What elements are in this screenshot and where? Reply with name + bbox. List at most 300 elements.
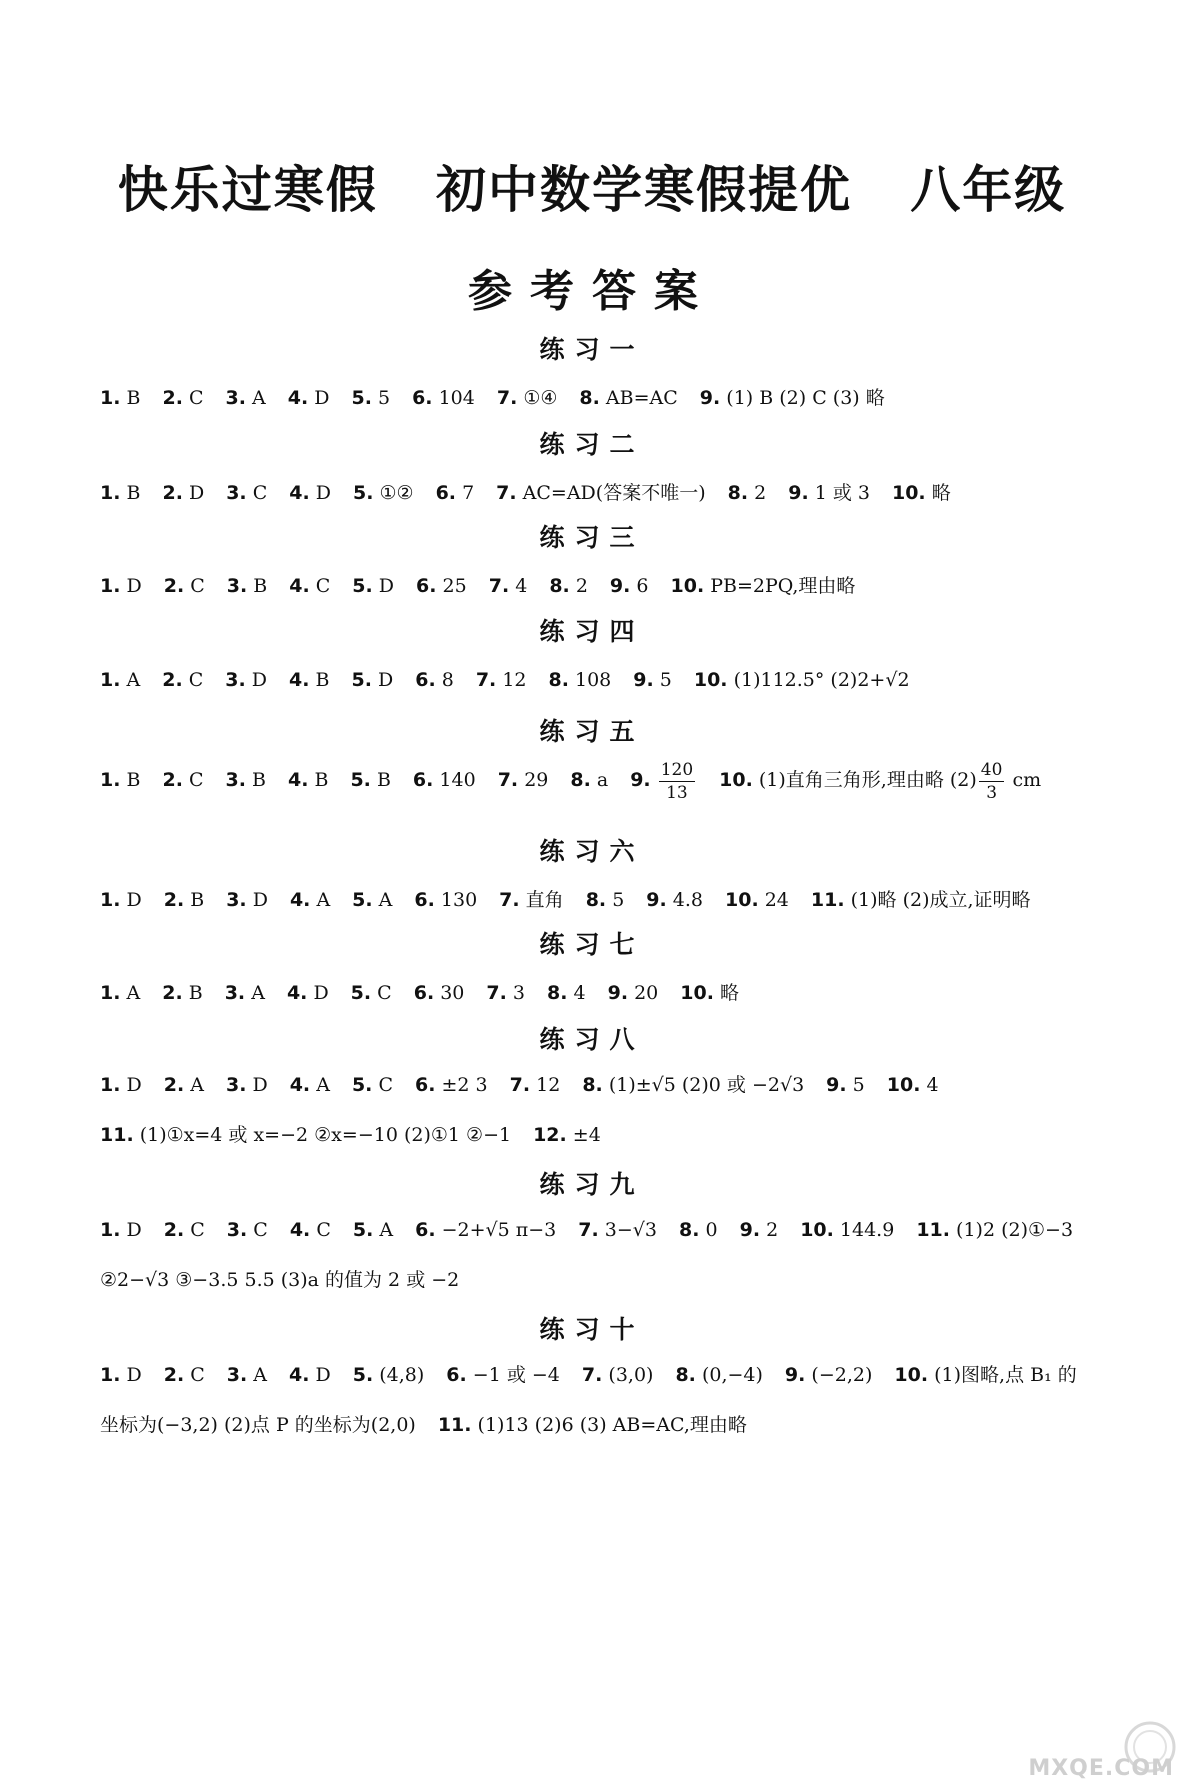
answer-item xyxy=(226,465,267,521)
section-title: 练习六 xyxy=(539,837,645,866)
answer-text: 略 xyxy=(931,482,951,504)
answer-text: PB=2PQ,理由略 xyxy=(710,575,856,597)
answer-item xyxy=(226,752,266,808)
answer-text: A xyxy=(251,982,265,1004)
answer-item xyxy=(162,465,204,521)
question-number: 6. xyxy=(412,769,434,791)
section-title: 练习二 xyxy=(539,430,645,459)
answer-item xyxy=(497,370,558,426)
question-number: 4. xyxy=(287,769,309,791)
answer-item xyxy=(351,370,390,426)
answer-item xyxy=(287,965,329,1021)
answer-item xyxy=(680,965,739,1021)
question-number: 4. xyxy=(289,482,310,504)
answer-text: A xyxy=(316,889,331,911)
answer-item xyxy=(476,652,527,708)
answer-item xyxy=(498,752,549,808)
answer-text: −1 或 −4 xyxy=(472,1364,560,1386)
question-number: 8. xyxy=(548,669,569,691)
answer-text: 2 xyxy=(754,482,767,504)
answer-text: A xyxy=(316,1074,330,1096)
answer-text: D xyxy=(126,1074,142,1096)
question-number: 2. xyxy=(163,889,185,911)
answer-text: (1)112.5° (2)2+√2 xyxy=(733,669,910,691)
question-number: 4. xyxy=(286,982,308,1004)
question-number: 3. xyxy=(225,1074,247,1096)
question-number: 9. xyxy=(630,769,651,791)
answer-item xyxy=(416,558,467,614)
answer-section xyxy=(0,1310,1184,1450)
answer-text: C xyxy=(377,982,392,1004)
question-number: 8. xyxy=(570,769,591,791)
answer-item xyxy=(728,465,767,521)
answer-item xyxy=(289,652,329,708)
answer-text: 104 xyxy=(438,387,475,409)
answer-text: D xyxy=(252,889,268,911)
answer-item xyxy=(510,1060,561,1110)
answer-text: 24 xyxy=(764,889,789,911)
answer-text: D xyxy=(315,482,331,504)
answer-item xyxy=(290,872,330,928)
question-number: 7. xyxy=(578,1219,599,1241)
question-number: 11. xyxy=(916,1219,950,1241)
question-number: 8. xyxy=(679,1219,700,1241)
question-number: 1. xyxy=(100,889,121,911)
answer-text: D xyxy=(126,1364,142,1386)
answer-item xyxy=(533,1110,601,1160)
answer-text: ±2 3 xyxy=(441,1074,488,1096)
answer-text: 140 xyxy=(439,769,476,791)
question-number: 9. xyxy=(788,482,809,504)
answer-item xyxy=(436,465,475,521)
page-subtitle: 参考答案 xyxy=(468,266,716,317)
answer-text: C xyxy=(190,1364,205,1386)
answer-item xyxy=(438,1400,747,1450)
answer-item xyxy=(547,965,586,1021)
answer-text: A xyxy=(252,387,266,409)
question-number: 11. xyxy=(810,889,845,911)
answer-text: −2+√5 π−3 xyxy=(441,1219,557,1241)
answer-line xyxy=(100,1110,1184,1160)
question-number: 3. xyxy=(226,1364,248,1386)
answer-text: A xyxy=(253,1364,268,1386)
question-number: 10. xyxy=(891,482,926,504)
answer-item xyxy=(549,652,612,708)
question-number: 7. xyxy=(486,982,507,1004)
answer-text: 5 xyxy=(377,387,391,409)
question-number: 1. xyxy=(100,482,121,504)
answer-text: 25 xyxy=(442,575,467,597)
question-number: 7. xyxy=(509,1074,531,1096)
answer-item xyxy=(415,1205,556,1255)
answer-text: 5 xyxy=(852,1074,865,1096)
question-number: 1. xyxy=(100,387,121,409)
fraction-numerator: 40 xyxy=(980,759,1003,780)
answer-text: A xyxy=(126,669,141,691)
question-number: 12. xyxy=(533,1124,567,1146)
answer-text: 3−√3 xyxy=(604,1219,657,1241)
answer-text: 2 xyxy=(575,575,588,597)
answer-text: (1)图略,点 B₁ 的 xyxy=(934,1364,1077,1386)
question-number: 9. xyxy=(739,1219,761,1241)
answer-text: C xyxy=(188,669,204,691)
question-number: 5. xyxy=(350,982,372,1004)
answer-item xyxy=(489,558,528,614)
watermark xyxy=(1028,1715,1180,1785)
answer-text: D xyxy=(126,889,142,911)
answer-item xyxy=(100,872,142,928)
answer-text: 3 xyxy=(512,982,525,1004)
answer-item xyxy=(740,1205,779,1255)
answer-item xyxy=(289,465,331,521)
question-number: 9. xyxy=(699,387,721,409)
answer-text: 30 xyxy=(440,982,465,1004)
answer-item xyxy=(100,1205,142,1255)
question-number: 1. xyxy=(100,1364,121,1386)
question-number: 6. xyxy=(414,1074,436,1096)
answer-text: (1)略 (2)成立,证明略 xyxy=(850,889,1031,911)
answer-text: D xyxy=(377,669,394,691)
section-title: 练习七 xyxy=(539,930,645,959)
answer-item xyxy=(352,872,392,928)
answer-item xyxy=(352,558,394,614)
answer-item xyxy=(578,1205,657,1255)
answer-item xyxy=(352,1060,393,1110)
answer-item xyxy=(100,370,140,426)
question-number: 6. xyxy=(414,889,435,911)
question-number: 4. xyxy=(287,387,309,409)
answer-text: B xyxy=(126,769,141,791)
answer-item xyxy=(164,1205,205,1255)
question-number: 2. xyxy=(162,482,183,504)
answer-text: C xyxy=(190,1219,205,1241)
section-title: 练习五 xyxy=(539,717,645,746)
answer-text: B xyxy=(188,982,203,1004)
answer-item xyxy=(100,965,140,1021)
answer-section xyxy=(0,518,1184,614)
answer-item xyxy=(100,752,140,808)
answer-item xyxy=(100,1110,511,1160)
answer-text: C xyxy=(315,575,331,597)
answer-item xyxy=(225,652,267,708)
answer-item xyxy=(788,465,870,521)
answer-item xyxy=(826,1060,865,1110)
answer-item xyxy=(894,1350,1076,1400)
question-number: 5. xyxy=(352,482,374,504)
answer-item xyxy=(162,652,203,708)
question-number: 6. xyxy=(412,387,433,409)
answer-text: B xyxy=(314,769,329,791)
answer-item xyxy=(700,370,885,426)
answer-item xyxy=(350,752,390,808)
answer-item xyxy=(916,1205,1073,1255)
question-number: 1. xyxy=(100,982,121,1004)
answer-text: AC=AD(答案不唯一) xyxy=(522,482,706,504)
question-number: 6. xyxy=(435,482,457,504)
question-number: 3. xyxy=(225,387,246,409)
answer-text: D xyxy=(313,982,329,1004)
question-number: 9. xyxy=(609,575,631,597)
question-number: 9. xyxy=(646,889,667,911)
answer-text: ±4 xyxy=(572,1124,601,1146)
answer-item xyxy=(351,965,392,1021)
answer-text: (1) B (2) C (3) 略 xyxy=(726,387,885,409)
answer-section xyxy=(0,330,1184,426)
question-number: 3. xyxy=(226,482,247,504)
question-number: 10. xyxy=(886,1074,921,1096)
answer-line xyxy=(100,1205,1184,1255)
question-number: 8. xyxy=(727,482,749,504)
answer-item xyxy=(164,1060,204,1110)
answer-text: (3,0) xyxy=(608,1364,654,1386)
question-number: 2. xyxy=(163,575,185,597)
question-number: 1. xyxy=(100,769,121,791)
section-title: 练习三 xyxy=(539,523,645,552)
answer-item xyxy=(414,872,477,928)
answer-item xyxy=(892,465,951,521)
answer-line xyxy=(100,370,1184,426)
answer-text: 29 xyxy=(524,769,549,791)
answer-text: B xyxy=(253,575,268,597)
question-number: 10. xyxy=(725,889,759,911)
answer-text: D xyxy=(126,1219,142,1241)
answer-text: D xyxy=(378,575,395,597)
answer-item xyxy=(288,370,330,426)
answer-item xyxy=(679,1205,718,1255)
answer-item xyxy=(785,1350,872,1400)
question-number: 7. xyxy=(497,769,519,791)
question-number: 7. xyxy=(581,1364,603,1386)
answer-text: 4.8 xyxy=(672,889,703,911)
answer-item xyxy=(290,1205,331,1255)
question-number: 5. xyxy=(351,387,372,409)
answer-item xyxy=(582,1060,804,1110)
answer-line xyxy=(100,752,1184,808)
answer-text: ①④ xyxy=(523,387,558,409)
answer-item xyxy=(100,558,142,614)
answer-text: B xyxy=(252,769,266,791)
answer-item xyxy=(226,872,268,928)
question-number: 4. xyxy=(289,575,310,597)
question-number: 8. xyxy=(579,387,600,409)
answer-text: 130 xyxy=(440,889,478,911)
answer-line xyxy=(100,1350,1184,1400)
answer-text: C xyxy=(188,387,204,409)
section-title: 练习九 xyxy=(539,1170,645,1199)
answer-line xyxy=(100,652,1184,708)
answer-section xyxy=(0,712,1184,808)
answer-item xyxy=(719,752,1041,808)
answer-item xyxy=(671,558,856,614)
answer-text: B xyxy=(315,669,330,691)
answer-item xyxy=(725,872,789,928)
answer-text: C xyxy=(190,575,205,597)
answer-text: C xyxy=(253,1219,268,1241)
question-number: 5. xyxy=(352,889,373,911)
answer-item xyxy=(227,1350,267,1400)
question-number: 5. xyxy=(350,769,371,791)
answer-item xyxy=(100,465,140,521)
answer-item xyxy=(415,1060,488,1110)
answer-item xyxy=(162,752,203,808)
question-number: 4. xyxy=(289,1074,311,1096)
answer-text: A xyxy=(126,982,141,1004)
answer-item xyxy=(353,465,414,521)
answer-text: 4 xyxy=(573,982,586,1004)
answer-text: 5 xyxy=(612,889,625,911)
answer-item xyxy=(289,558,330,614)
answer-text: 4 xyxy=(926,1074,939,1096)
answer-text: ①② xyxy=(379,482,414,504)
answer-text: 12 xyxy=(536,1074,561,1096)
section-title: 练习一 xyxy=(539,335,645,364)
answer-item xyxy=(412,370,475,426)
answer-section xyxy=(0,425,1184,521)
question-number: 6. xyxy=(415,669,436,691)
answer-section xyxy=(0,1020,1184,1160)
answer-item xyxy=(227,558,267,614)
answer-text: D xyxy=(251,669,268,691)
question-number: 10. xyxy=(693,669,728,691)
answer-item xyxy=(582,1350,654,1400)
answer-text: (1)±√5 (2)0 或 −2√3 xyxy=(608,1074,805,1096)
question-number: 9. xyxy=(826,1074,847,1096)
answer-item xyxy=(351,652,393,708)
question-number: 7. xyxy=(488,575,510,597)
answer-text: 4 xyxy=(515,575,528,597)
answer-unit: cm xyxy=(1006,769,1042,791)
section-title: 练习八 xyxy=(539,1025,645,1054)
answer-section xyxy=(0,832,1184,928)
question-number: 6. xyxy=(413,982,435,1004)
answer-text: (1)直角三角形,理由略 (2) xyxy=(758,769,977,791)
question-number: 5. xyxy=(352,1219,374,1241)
question-number: 10. xyxy=(680,982,714,1004)
question-number: 8. xyxy=(582,1074,603,1096)
answer-text: D xyxy=(252,1074,268,1096)
question-number: 8. xyxy=(675,1364,696,1386)
answer-text: 2 xyxy=(766,1219,779,1241)
answer-text: C xyxy=(252,482,268,504)
question-number: 11. xyxy=(100,1124,134,1146)
answer-item xyxy=(100,1400,416,1450)
answer-item xyxy=(549,558,588,614)
answer-text: (4,8) xyxy=(379,1364,425,1386)
question-number: 2. xyxy=(162,769,183,791)
answer-item xyxy=(446,1350,560,1400)
answer-text: 5 xyxy=(659,669,672,691)
answer-text: D xyxy=(188,482,205,504)
answer-item xyxy=(162,370,203,426)
answer-item xyxy=(164,558,205,614)
answer-text: ②2−√3 ③−3.5 5.5 (3)a 的值为 2 或 −2 xyxy=(100,1269,460,1291)
question-number: 4. xyxy=(289,889,311,911)
question-number: 5. xyxy=(351,1074,373,1096)
question-number: 6. xyxy=(416,575,437,597)
answer-text: 坐标为(−3,2) (2)点 P 的坐标为(2,0) xyxy=(100,1414,416,1436)
question-number: 3. xyxy=(225,669,246,691)
answer-text: A xyxy=(378,889,393,911)
answer-text: 1 或 3 xyxy=(814,482,870,504)
question-number: 3. xyxy=(226,575,248,597)
answer-line xyxy=(100,558,1184,614)
answer-item xyxy=(610,558,649,614)
question-number: 2. xyxy=(163,1074,185,1096)
answer-line xyxy=(100,965,1184,1021)
answer-item xyxy=(646,872,703,928)
answer-line xyxy=(100,465,1184,521)
question-number: 3. xyxy=(226,889,247,911)
question-number: 1. xyxy=(100,669,121,691)
answer-item xyxy=(633,652,672,708)
page-title: 快乐过寒假 初中数学寒假提优 八年级 xyxy=(117,161,1067,219)
answer-text: (−2,2) xyxy=(811,1364,873,1386)
answer-text: D xyxy=(315,1364,331,1386)
answer-line xyxy=(100,872,1184,928)
answer-text: C xyxy=(188,769,204,791)
answer-item xyxy=(887,1060,939,1110)
question-number: 4. xyxy=(289,1219,311,1241)
answer-item xyxy=(100,1350,142,1400)
answer-item xyxy=(675,1350,762,1400)
question-number: 8. xyxy=(547,982,568,1004)
answer-section xyxy=(0,1165,1184,1305)
answer-text: 144.9 xyxy=(839,1219,895,1241)
answer-item xyxy=(164,1350,205,1400)
fraction xyxy=(659,759,695,804)
fraction-numerator: 120 xyxy=(660,759,694,780)
question-number: 9. xyxy=(633,669,654,691)
answer-text: 108 xyxy=(575,669,612,691)
question-number: 5. xyxy=(352,575,373,597)
question-number: 8. xyxy=(549,575,570,597)
answer-text: (0,−4) xyxy=(701,1364,763,1386)
answer-item xyxy=(800,1205,894,1255)
question-number: 5. xyxy=(351,669,372,691)
answer-item xyxy=(415,652,454,708)
answer-text: 7 xyxy=(462,482,475,504)
question-number: 10. xyxy=(894,1364,929,1386)
question-number: 7. xyxy=(475,669,497,691)
answer-item xyxy=(100,1255,459,1305)
answer-item xyxy=(227,1205,268,1255)
answer-item xyxy=(162,965,202,1021)
answer-item xyxy=(226,1060,268,1110)
fraction xyxy=(979,759,1005,804)
question-number: 2. xyxy=(163,1219,185,1241)
answer-text: A xyxy=(379,1219,394,1241)
question-number: 2. xyxy=(162,387,183,409)
answer-text: B xyxy=(126,387,141,409)
answer-item xyxy=(486,965,525,1021)
question-number: 11. xyxy=(437,1414,472,1436)
answer-text: D xyxy=(126,575,142,597)
question-number: 10. xyxy=(670,575,705,597)
question-number: 10. xyxy=(719,769,753,791)
watermark-text: MXQE.COM xyxy=(1028,1756,1174,1781)
question-number: 4. xyxy=(289,1364,310,1386)
answer-text: C xyxy=(378,1074,393,1096)
answer-item xyxy=(413,752,476,808)
answer-text: A xyxy=(190,1074,204,1096)
question-number: 4. xyxy=(289,669,310,691)
answer-text: D xyxy=(314,387,330,409)
question-number: 7. xyxy=(496,387,518,409)
answer-text: (1)2 (2)①−3 xyxy=(956,1219,1074,1241)
question-number: 7. xyxy=(496,482,517,504)
question-number: 10. xyxy=(800,1219,834,1241)
answer-text: a xyxy=(596,769,609,791)
